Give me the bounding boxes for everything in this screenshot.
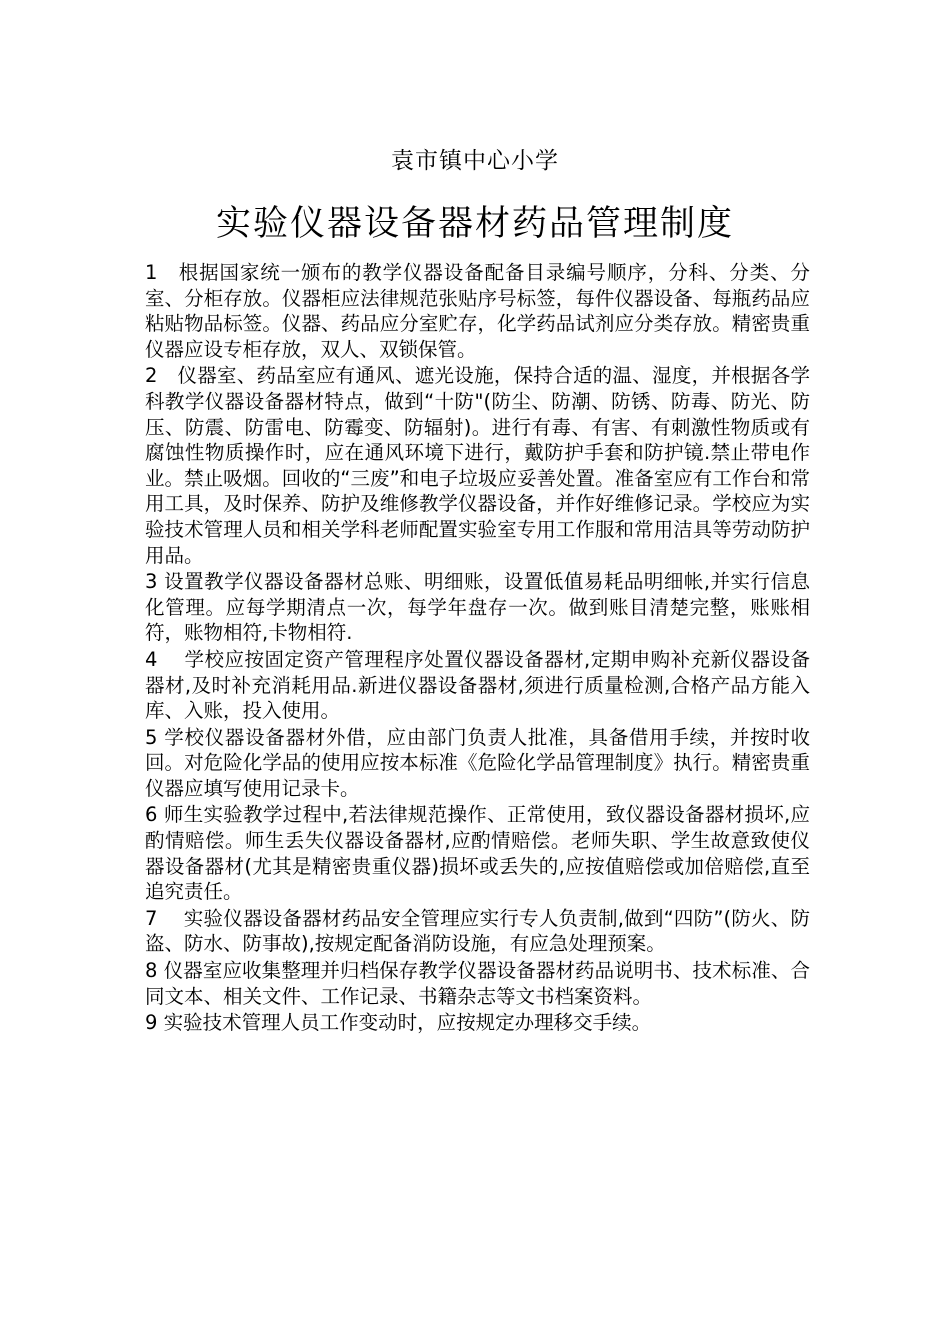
paragraph-5: 5 学校仪器设备器材外借，应由部门负责人批准，具备借用手续，并按时收回。对危险化学品的使用应按本标准《危险化学品管理制度》执行。精密贵重仪器应填写使用记录卡。 (145, 725, 810, 800)
paragraph-9: 9 实验技术管理人员工作变动时，应按规定办理移交手续。 (145, 1011, 652, 1035)
paragraph-2: 2 仪器室、药品室应有通风、遮光设施，保持合适的温、湿度，并根据各学科教学仪器设备器材特点，做到“十防"(防尘、防潮、防锈、防毒、防光、防压、防震、防雷电、防霉变、防辐射)。进行有毒、有害、有刺激性物质或有腐蚀性物质操作时，应在通风环境下进行，戴防护手套和防护镜.禁止带电作业。禁止吸烟。回收的“三废”和电子垃圾应妥善处置。准备室应有工作台和常用工具，及时保养、防护及维修教学仪器设备，并作好维修记录。学校应为实验技术管理人员和相关学科老师配置实验室专用工作服和常用洁具等劳动防护用品。 (145, 364, 810, 567)
document-body (145, 260, 810, 1036)
paragraph-7: 7 实验仪器设备器材药品安全管理应实行专人负责制,做到“四防”(防火、防盗、防水、防事故),按规定配备消防设施，有应急处理预案。 (145, 906, 810, 956)
paragraph-3: 3 设置教学仪器设备器材总账、明细账，设置低值易耗品明细帐,并实行信息化管理。应每学期清点一次，每学年盘存一次。做到账目清楚完整，账账相符，账物相符,卡物相符. (145, 570, 810, 645)
school-name: 袁市镇中心小学 (391, 148, 559, 174)
paragraph-4: 4 学校应按固定资产管理程序处置仪器设备器材,定期申购补充新仪器设备器材,及时补充消耗用品.新进仪器设备器材,须进行质量检测,合格产品方能入库、入账，投入使用。 (145, 647, 810, 723)
paragraph-1: 1 根据国家统一颁布的教学仪器设备配备目录编号顺序，分科、分类、分室、分柜存放。仪器柜应法律规范张贴序号标签，每件仪器设备、每瓶药品应粘贴物品标签。仪器、药品应分室贮存，化学药品试剂应分类存放。精密贵重仪器应设专柜存放，双人、双锁保管。 (145, 261, 810, 361)
document-title: 实验仪器设备器材药品管理制度 (215, 204, 734, 244)
paragraph-8: 8 仪器室应收集整理并归档保存教学仪器设备器材药品说明书、技术标准、合同文本、相关文件、工作记录、书籍杂志等文书档案资料。 (145, 959, 810, 1008)
paragraph-6: 6 师生实验教学过程中,若法律规范操作、正常使用，致仪器设备器材损坏,应酌情赔偿。师生丢失仪器设备器材,应酌情赔偿。老师失职、学生故意致使仪器设备器材(尤其是精密贵重仪器)损坏或丢失的,应按值赔偿或加倍赔偿,直至追究责任。 (145, 803, 810, 904)
